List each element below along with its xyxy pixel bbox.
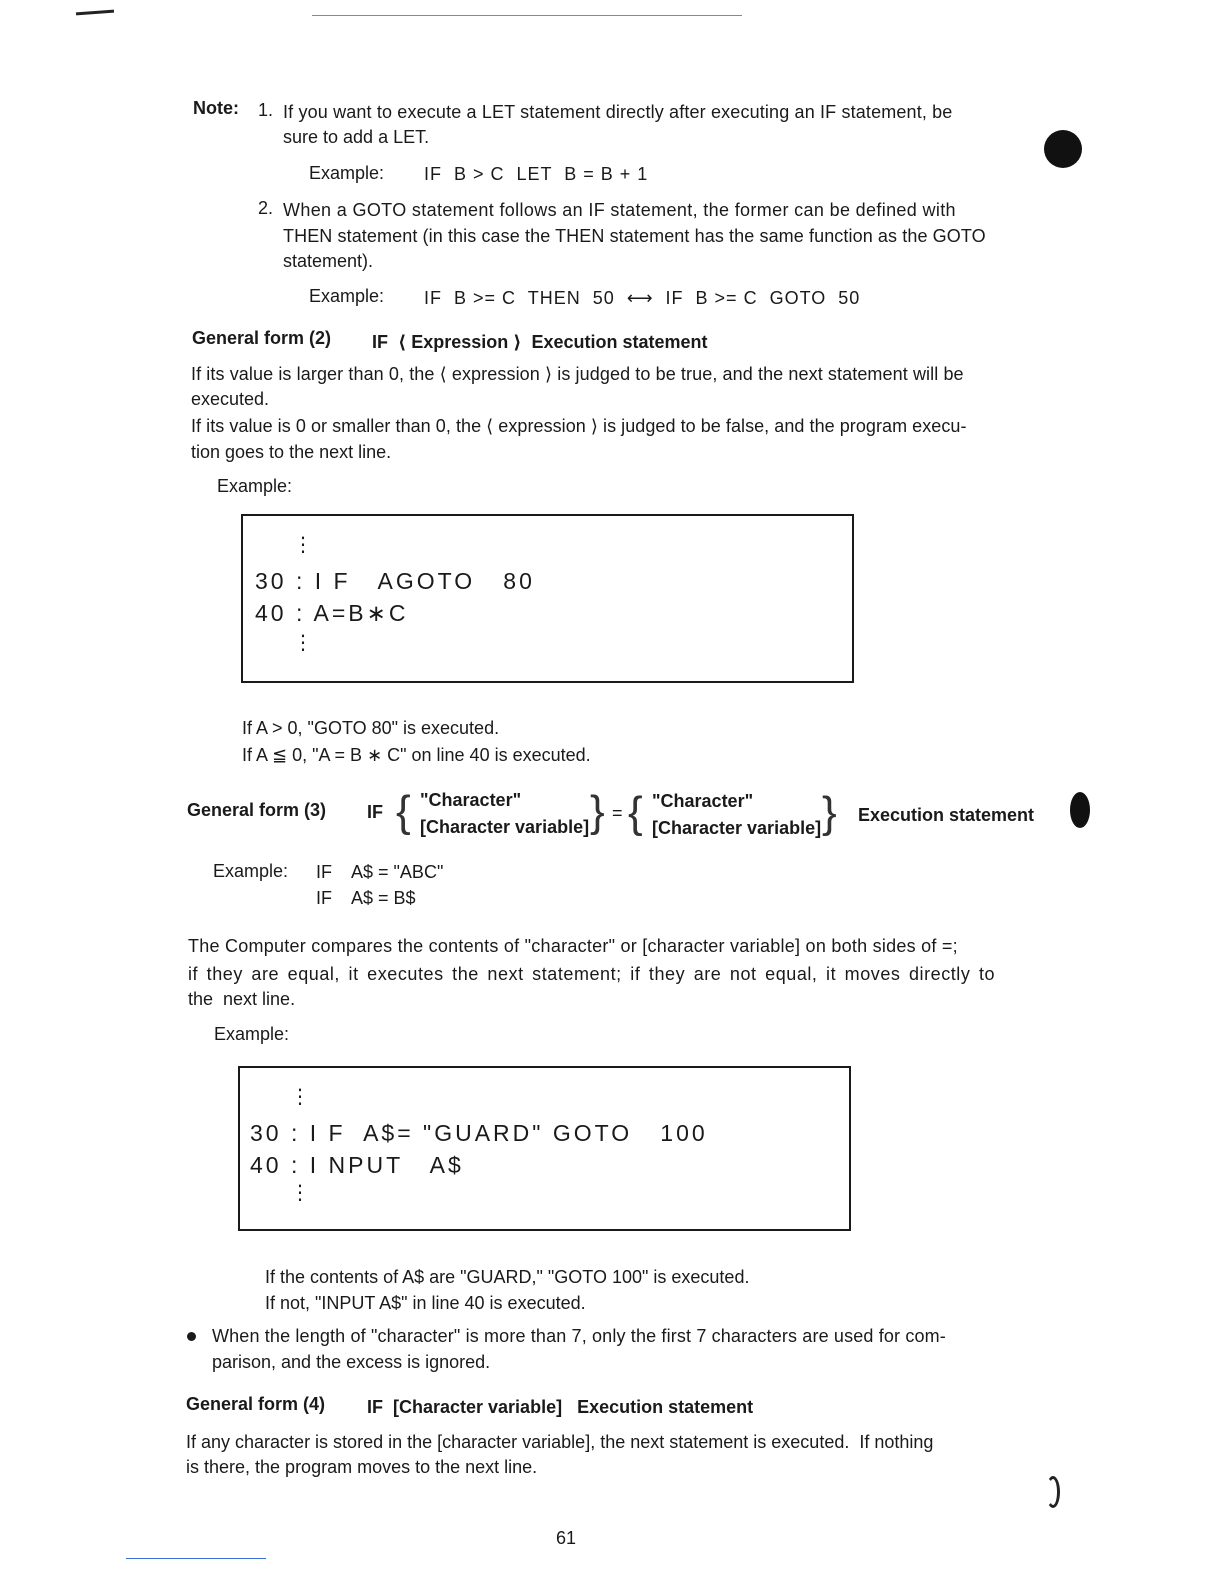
form2-paragraph1-cont: executed. [191,389,270,409]
form4-syntax: IF [Character variable] Execution statement [367,1397,754,1417]
form3-paragraph: The Computer compares the contents of "character" or [character variable] on both sides of =; [188,936,958,956]
form3-option1-var: [Character variable] [420,817,590,837]
form3-paragraph-cont: if they are equal, it executes the next statement; if they are not equal, it moves directly to [188,964,996,984]
form3-if: IF [367,802,383,822]
code-line: 30 : I F A$= "GUARD" GOTO 100 [250,1120,708,1146]
form3-example-label: Example: [213,861,289,881]
left-brace-icon: { [396,787,411,836]
note-item1-text-cont: sure to add a LET. [283,127,430,147]
form2-code-box [241,514,854,683]
note-item2-number: 2. [258,198,274,218]
form4-label: General form (4) [186,1394,326,1414]
scan-rule-top [312,15,742,16]
code-line: 40 : I NPUT A$ [250,1152,464,1178]
form2-paragraph2: If its value is 0 or smaller than 0, the ⟨ expression ⟩ is judged to be false, and the program execu- [191,416,967,436]
code-line: 40 : A=B∗C [255,600,409,626]
form3-option2-var: [Character variable] [652,818,822,838]
form3-paragraph-end: the next line. [188,989,296,1009]
ellipsis-icon: ⋮ [290,1086,310,1108]
note-item1-text: If you want to execute a LET statement directly after executing an IF statement, be [283,102,953,122]
form3-option2-char: "Character" [652,791,754,811]
form3-equals: = [612,803,623,823]
note-item1-example: IF B > C LET B = B + 1 [424,164,649,184]
ellipsis-icon: ⋮ [293,534,313,556]
punch-hole-3 [1046,1476,1060,1508]
note-item1-example-label: Example: [309,163,385,183]
form4-paragraph-cont: is there, the program moves to the next line. [186,1457,538,1477]
form2-paragraph1: If its value is larger than 0, the ⟨ expression ⟩ is judged to be true, and the next statement will be [191,364,964,384]
note-item2-text-cont: THEN statement (in this case the THEN statement has the same function as the GOTO [283,226,986,246]
form4-paragraph: If any character is stored in the [character variable], the next statement is executed. If nothing [186,1432,934,1452]
form3-bullet-text: When the length of "character" is more than 7, only the first 7 characters are used for com- [212,1326,946,1346]
form2-result1: If A > 0, "GOTO 80" is executed. [242,718,500,738]
form2-syntax: IF ⟨ Expression ⟩ Execution statement [372,332,708,352]
form2-example-label: Example: [217,476,293,496]
code-line: 30 : I F AGOTO 80 [255,568,535,594]
left-brace-icon: { [628,788,643,837]
form3-code-box [238,1066,851,1231]
scan-rule-bottom [126,1558,266,1559]
form3-example2: IF A$ = B$ [316,888,416,908]
punch-hole-2 [1070,792,1090,828]
note-item2-text: When a GOTO statement follows an IF statement, the former can be defined with [283,200,956,220]
bullet-icon [187,1332,196,1341]
note-item2-text-end: statement). [283,251,374,271]
ellipsis-icon: ⋮ [290,1182,310,1204]
form2-result2: If A ≦ 0, "A = B ∗ C" on line 40 is executed. [242,745,591,765]
note-item2-example: IF B >= C THEN 50 ⟷ IF B >= C GOTO 50 [424,288,861,308]
form3-result1: If the contents of A$ are "GUARD," "GOTO 100" is executed. [265,1267,750,1287]
form3-option1-char: "Character" [420,790,522,810]
right-brace-icon: } [590,787,605,836]
note-item2-example-label: Example: [309,286,385,306]
right-brace-icon: } [822,788,837,837]
form3-result2: If not, "INPUT A$" in line 40 is executed. [265,1293,586,1313]
form3-label: General form (3) [187,800,327,820]
form3-example1: IF A$ = "ABC" [316,862,444,882]
form2-label: General form (2) [192,328,332,348]
form3-example2-label: Example: [214,1024,290,1044]
note-label: Note: [193,98,239,118]
page-number: 61 [556,1528,577,1548]
punch-hole-1 [1044,130,1082,168]
form3-execution: Execution statement [858,805,1035,825]
scan-mark-top-left [76,10,114,16]
note-item1-number: 1. [258,100,274,120]
form2-paragraph2-cont: tion goes to the next line. [191,442,392,462]
form3-bullet-text-cont: parison, and the excess is ignored. [212,1352,491,1372]
ellipsis-icon: ⋮ [293,632,313,654]
